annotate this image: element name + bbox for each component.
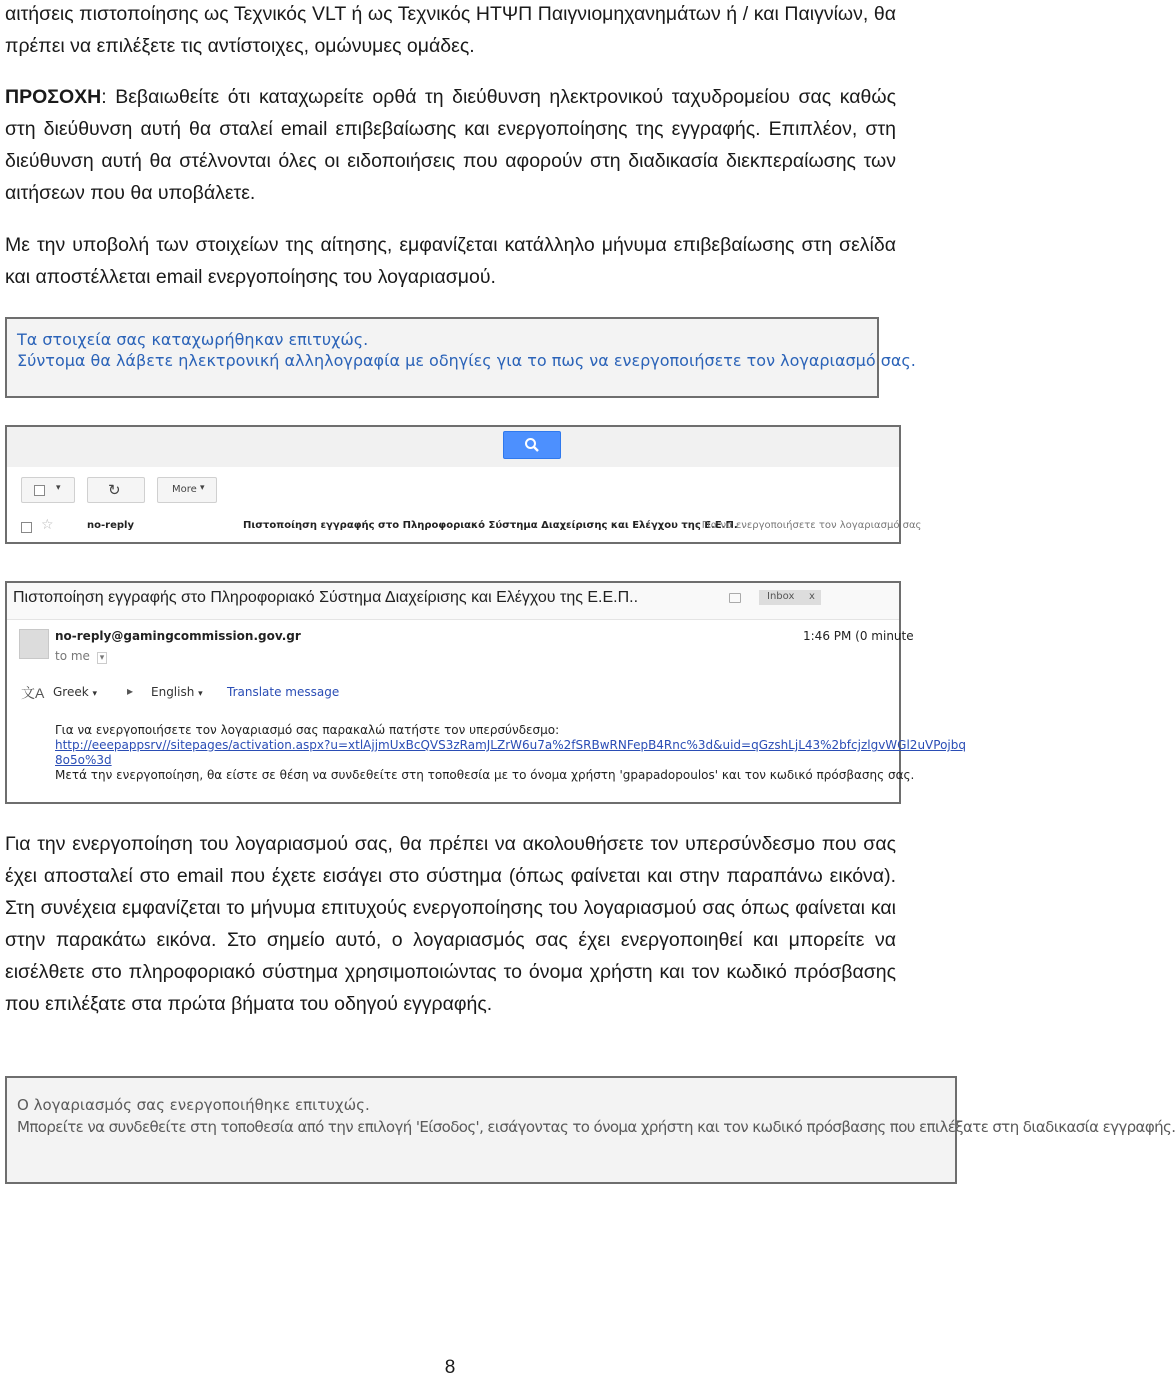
label-icon <box>729 593 741 603</box>
select-all-checkbox[interactable] <box>34 485 45 496</box>
chevron-down-icon: ▾ <box>200 483 205 493</box>
activation-message-line-2: Μπορείτε να συνδεθείτε στη τοποθεσία από την επιλογή 'Είσοδος', εισάγοντας το όνομα χρήστη και τον κωδικό πρόσβασης που επιλέξατε στη διαδικασία εγγραφής. <box>17 1118 1175 1136</box>
inbox-list-screenshot <box>5 425 922 544</box>
row-sender: no-reply <box>87 520 134 531</box>
paragraph-intro: αιτήσεις πιστοποίησης ως Τεχνικός VLT ή ως Τεχνικός ΗΤΨΠ Παιγνιομηχανημάτων ή / και Παιγνίων, θα πρέπει να επιλέξετε τις αντίστοιχες, ομώνυμες ομάδες. <box>5 3 896 57</box>
activation-link-continued[interactable]: 8o5o%3d <box>55 753 112 767</box>
translate-icon: 文A <box>21 685 45 701</box>
paragraph-submission: Με την υποβολή των στοιχείων της αίτησης, εμφανίζεται κατάλληλο μήνυμα επιβεβαίωσης στη σελίδα και αποστέλλεται email ενεργοποίησης του λογαριασμού. <box>5 234 896 288</box>
paragraph-activation: Για την ενεργοποίηση του λογαριασμού σας, θα πρέπει να ακολουθήσετε τον υπερσύνδεσμο που σας έχει αποσταλεί στο email που έχετε εισάγει στο σύστημα (όπως φαίνεται και στην παραπάνω εικόνα). Στη συνέχεια εμφανίζεται το μήνυμα επιτυχούς ενεργοποίησης του λογαριασμού σας όπως φαίνεται και στην παρακάτω εικόνα. Στο σημείο αυτό, ο λογαριασμός σας έχει ενεργοποιηθεί και μπορείτε να εισέλθετε στο πληροφοριακό σύστημα χρησιμοποιώντας το όνομα χρήστη και τον κωδικό πρόσβασης που επιλέξατε στα πρώτα βήματα του οδηγού εγγραφής. <box>5 833 896 1015</box>
registration-success-screenshot <box>5 317 916 398</box>
source-language: Greek <box>53 685 89 699</box>
source-language-select[interactable] <box>53 685 97 699</box>
gmail-header-bar <box>7 427 899 467</box>
email-body-line-1: Για να ενεργοποιήσετε τον λογαριασμό σας παρακαλώ πατήστε τον υπερσύνδεσμο: <box>55 723 560 737</box>
more-button[interactable] <box>157 477 217 503</box>
email-list-row[interactable] <box>7 513 922 539</box>
star-icon[interactable]: ☆ <box>41 517 54 533</box>
email-time: 1:46 PM (0 minute <box>803 629 914 643</box>
email-subject-bar <box>7 583 899 620</box>
chevron-down-icon: ▾ <box>97 652 108 664</box>
registration-message-line-2: Σύντομα θα λάβετε ηλεκτρονική αλληλογραφία με οδηγίες για το πως να ενεργοποιήσετε τον λογαριασμό σας. <box>17 351 916 370</box>
target-language: English <box>151 685 195 699</box>
translate-bar <box>7 679 899 707</box>
page-number: 8 <box>444 1357 456 1378</box>
email-body <box>55 723 966 783</box>
recipient-label: to me <box>55 649 90 663</box>
warning-label: ΠΡΟΣΟΧΗ <box>5 86 102 108</box>
warning-text: : Βεβαιωθείτε ότι καταχωρείτε ορθά τη διεύθυνση ηλεκτρονικού ταχυδρομείου σας καθώς στη διεύθυνση αυτή θα σταλεί email επιβεβαίωσης και ενεργοποίησης της εγγραφής. Επιπλέον, στη διεύθυνση αυτή θα στέλνονται όλες οι ειδοποιήσεις που αφορούν στη διαδικασία διεκπεραίωσης των αιτήσεων που θα υποβάλετε. <box>5 86 896 204</box>
sender-avatar <box>19 629 49 659</box>
email-subject: Πιστοποίηση εγγραφής στο Πληροφοριακό Σύστημα Διαχείρισης και Ελέγχου της Ε.Ε.Π.. <box>13 589 639 606</box>
paragraph-warning <box>5 81 896 209</box>
arrow-right-icon: ▸ <box>127 684 134 698</box>
refresh-icon: ↻ <box>108 481 121 499</box>
email-body-line-2: Μετά την ενεργοποίηση, θα είστε σε θέση να συνδεθείτε στη τοποθεσία με το όνομα χρήστη 'gpapadopoulos' και τον κωδικό πρόσβασης σας. <box>55 768 915 782</box>
activation-success-screenshot <box>5 1076 1175 1184</box>
recipient-line[interactable] <box>55 649 107 663</box>
inbox-label-chip[interactable] <box>759 590 821 605</box>
activation-link[interactable]: http://eeepappsrv//sitepages/activation.aspx?u=xtlAjjmUxBcQVS3zRamJLZrW6u7a%2fSRBwRNFepB4Rnc%3d&uid=qGzshLjL43%2bfcjzlgvWGl2uVPojbq <box>55 738 966 752</box>
row-subject: Πιστοποίηση εγγραφής στο Πληροφοριακό Σύστημα Διαχείρισης και Ελέγχου της Ε.Ε.Π. <box>243 520 738 531</box>
chevron-down-icon: ▾ <box>92 689 98 699</box>
row-snippet: - Για να ενεργοποιήσετε τον λογαριασμό σας <box>695 520 922 531</box>
translate-message-link[interactable]: Translate message <box>227 685 340 699</box>
search-button[interactable] <box>503 431 561 459</box>
select-all-dropdown[interactable] <box>21 477 75 503</box>
target-language-select[interactable] <box>151 685 203 699</box>
chevron-down-icon: ▾ <box>56 483 61 493</box>
remove-label-icon[interactable]: x <box>809 591 815 602</box>
row-checkbox[interactable] <box>21 522 32 533</box>
more-button-label: More <box>172 484 197 495</box>
refresh-button[interactable] <box>87 477 145 503</box>
activation-message-line-1: Ο λογαριασμός σας ενεργοποιήθηκε επιτυχώς. <box>17 1096 370 1114</box>
chevron-down-icon: ▾ <box>198 689 203 699</box>
registration-message-line-1: Τα στοιχεία σας καταχωρήθηκαν επιτυχώς. <box>17 330 369 349</box>
opened-email-screenshot <box>5 581 966 804</box>
sender-address: no-reply@gamingcommission.gov.gr <box>55 629 301 643</box>
search-icon <box>524 437 540 453</box>
inbox-label: Inbox <box>767 591 795 602</box>
